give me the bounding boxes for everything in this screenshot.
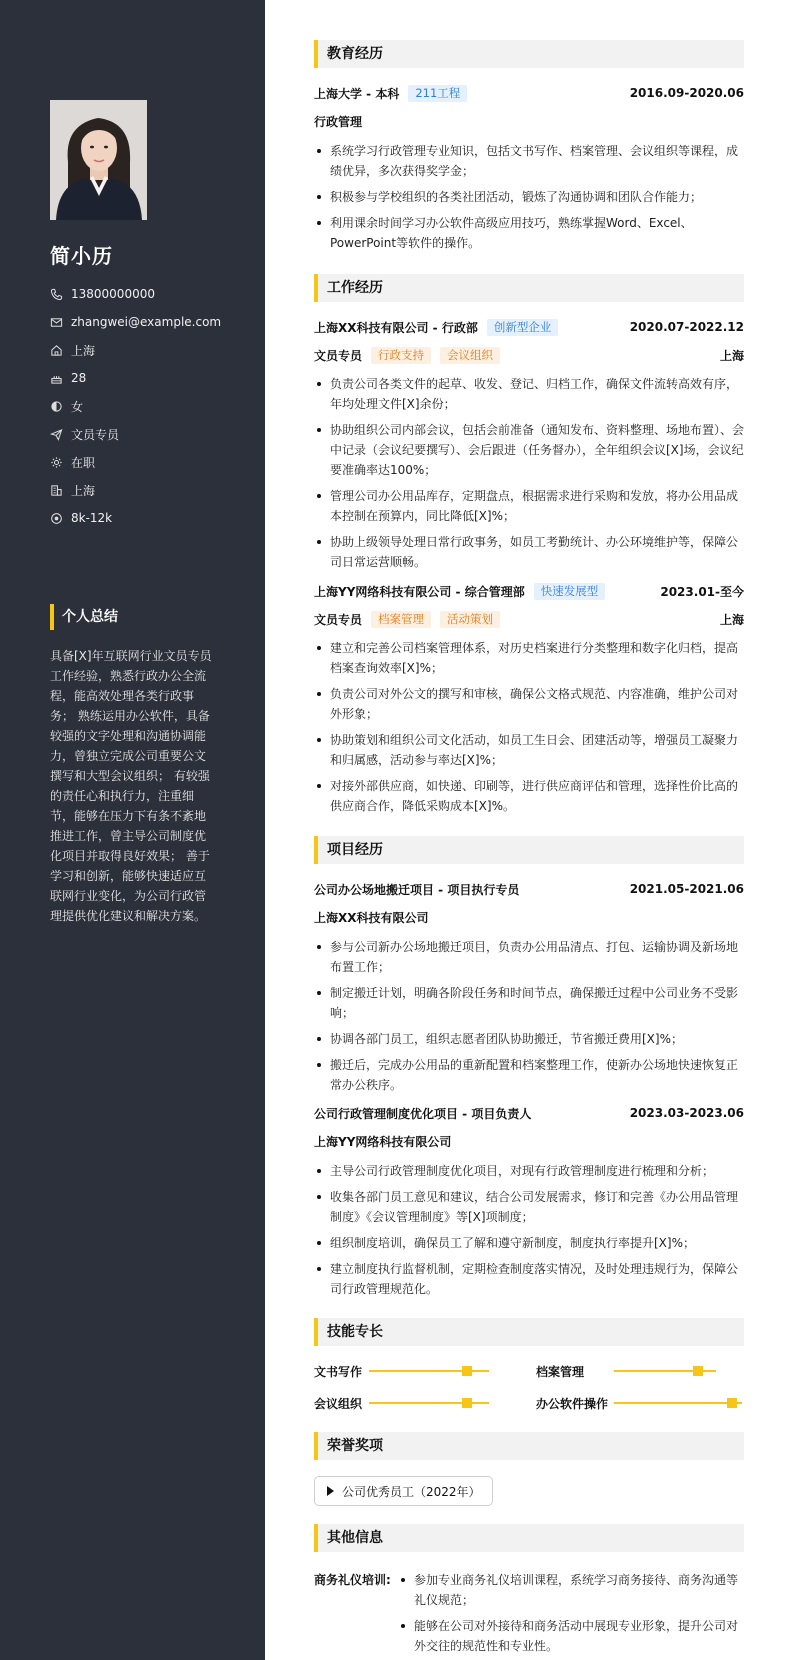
city-row xyxy=(50,336,221,364)
building-icon xyxy=(50,484,63,497)
age-icon xyxy=(50,372,63,385)
skill-level-knob xyxy=(462,1366,472,1376)
skill-level-knob xyxy=(462,1398,472,1408)
caret-right-icon xyxy=(327,1486,334,1496)
skill-name: 会议组织 xyxy=(314,1396,363,1411)
company-name: 上海XX科技有限公司 - 行政部 xyxy=(314,320,478,335)
job-text: 文员专员 xyxy=(71,427,120,442)
role-name: 文员专员 xyxy=(314,348,363,363)
project-name: 公司行政管理制度优化项目 - 项目负责人 xyxy=(314,1106,532,1121)
education-bullets xyxy=(314,141,744,253)
skill-item xyxy=(536,1362,716,1380)
skill-item xyxy=(536,1394,742,1412)
list-item: 组织制度培训，确保员工了解和遵守新制度，制度执行率提升[X]%； xyxy=(314,1233,744,1253)
mail-icon xyxy=(50,316,63,329)
education-date: 2016.09-2020.06 xyxy=(629,86,744,100)
other-heading: 其他信息 xyxy=(314,1524,744,1552)
skills-heading: 技能专长 xyxy=(314,1318,744,1346)
work-bullets xyxy=(314,638,744,816)
list-item: 负责公司各类文件的起草、收发、登记、归档工作，确保文件流转高效有序，年均处理文件[X]余份； xyxy=(314,374,744,414)
email-row xyxy=(50,308,221,336)
status-row xyxy=(50,448,221,476)
list-item: 协调各部门员工，组织志愿者团队协助搬迁，节省搬迁费用[X]%； xyxy=(314,1029,744,1049)
list-item: 建立和完善公司档案管理体系，对历史档案进行分类整理和数字化归档，提高档案查询效率[X]%； xyxy=(314,638,744,678)
list-item: 利用课余时间学习办公软件高级应用技巧，熟练掌握Word、Excel、PowerPoint等软件的操作。 xyxy=(314,213,744,253)
education-header-row xyxy=(314,84,744,102)
projects-heading: 项目经历 xyxy=(314,836,744,864)
age-text: 28 xyxy=(71,371,87,385)
skill-level-knob xyxy=(693,1366,703,1376)
work-item xyxy=(314,318,744,578)
project-header-row xyxy=(314,1104,744,1122)
skill-item xyxy=(314,1394,489,1412)
honor-text: 公司优秀员工（2022年） xyxy=(342,1484,481,1499)
work-city: 上海 xyxy=(719,348,744,363)
work-date: 2020.07-2022.12 xyxy=(629,320,744,334)
project-item xyxy=(314,1104,744,1305)
job-row xyxy=(50,420,221,448)
money-icon xyxy=(50,512,63,525)
list-item: 参加专业商务礼仪培训课程，系统学习商务接待、商务沟通等礼仪规范； xyxy=(398,1570,744,1610)
gear-icon xyxy=(50,456,63,469)
skill-level-bar xyxy=(614,1396,742,1410)
school-name: 上海大学 - 本科 xyxy=(314,86,400,101)
project-date: 2023.03-2023.06 xyxy=(629,1106,744,1120)
honor-item[interactable] xyxy=(314,1476,493,1506)
target-city-text: 上海 xyxy=(71,483,96,498)
list-item: 对接外部供应商，如快递、印刷等，进行供应商评估和管理，选择性价比高的供应商合作，降低采购成本[X]%。 xyxy=(314,776,744,816)
list-item: 建立制度执行监督机制，定期检查制度落实情况，及时处理违规行为，保障公司行政管理规范化。 xyxy=(314,1259,744,1299)
honors-heading: 荣誉奖项 xyxy=(314,1432,744,1460)
skill-tag: 活动策划 xyxy=(440,611,500,628)
send-icon xyxy=(50,428,63,441)
work-date: 2023.01-至今 xyxy=(660,584,744,599)
work-header-row xyxy=(314,582,744,600)
project-company: 上海YY网络科技有限公司 xyxy=(314,1135,452,1149)
phone-text[interactable]: 13800000000 xyxy=(71,287,155,301)
sidebar xyxy=(0,0,265,1660)
list-item: 收集各部门员工意见和建议，结合公司发展需求，修订和完善《办公用品管理制度》《会议管理制度》等[X]项制度； xyxy=(314,1187,744,1227)
education-heading: 教育经历 xyxy=(314,40,744,68)
home-icon xyxy=(50,344,63,357)
project-date: 2021.05-2021.06 xyxy=(629,882,744,896)
company-name: 上海YY网络科技有限公司 - 综合管理部 xyxy=(314,584,525,599)
list-item: 协助组织公司内部会议，包括会前准备（通知发布、资料整理、场地布置）、会中记录（会议纪要撰写）、会后跟进（任务督办），全年组织会议[X]场，会议纪要准确率达100%； xyxy=(314,420,744,480)
company-tag: 创新型企业 xyxy=(487,319,559,336)
email-text[interactable]: zhangwei@example.com xyxy=(71,315,222,329)
project-name: 公司办公场地搬迁项目 - 项目执行专员 xyxy=(314,882,520,897)
summary-heading: 个人总结 xyxy=(50,604,118,630)
skill-name: 办公软件操作 xyxy=(536,1396,609,1411)
work-heading: 工作经历 xyxy=(314,274,744,302)
other-bullets xyxy=(398,1570,744,1660)
project-bullets xyxy=(314,1161,744,1299)
other-label: 商务礼仪培训: xyxy=(314,1573,391,1587)
work-item xyxy=(314,582,744,822)
status-text: 在职 xyxy=(71,455,96,470)
candidate-name: 简小历 xyxy=(50,244,113,268)
phone-icon xyxy=(50,288,63,301)
list-item: 负责公司对外公文的撰写和审核，确保公文格式规范、内容准确，维护公司对外形象； xyxy=(314,684,744,724)
project-company: 上海XX科技有限公司 xyxy=(314,911,429,925)
skill-name: 文书写作 xyxy=(314,1364,363,1379)
phone-row xyxy=(50,280,221,308)
age-row xyxy=(50,364,221,392)
list-item: 能够在公司对外接待和商务活动中展现专业形象，提升公司对外交往的规范性和专业性。 xyxy=(398,1616,744,1656)
work-role-row xyxy=(314,610,744,628)
gender-icon xyxy=(50,400,63,413)
skill-level-bar xyxy=(614,1364,716,1378)
major-name: 行政管理 xyxy=(314,115,363,129)
education-block xyxy=(314,84,744,259)
work-city: 上海 xyxy=(719,612,744,627)
skill-item xyxy=(314,1362,489,1380)
list-item: 主导公司行政管理制度优化项目，对现有行政管理制度进行梳理和分析； xyxy=(314,1161,744,1181)
skill-level-knob xyxy=(727,1398,737,1408)
skill-tag: 档案管理 xyxy=(371,611,431,628)
skill-level-bar xyxy=(369,1396,489,1410)
list-item: 搬迁后，完成办公用品的重新配置和档案整理工作，使新办公场地快速恢复正常办公秩序。 xyxy=(314,1055,744,1095)
list-item: 参与公司新办公场地搬迁项目，负责办公用品清点、打包、运输协调及新场地布置工作； xyxy=(314,937,744,977)
salary-text: 8k-12k xyxy=(71,511,113,525)
school-tag: 211工程 xyxy=(408,85,467,102)
role-name: 文员专员 xyxy=(314,612,363,627)
list-item: 积极参与学校组织的各类社团活动，锻炼了沟通协调和团队合作能力； xyxy=(314,187,744,207)
list-item: 管理公司办公用品库存，定期盘点，根据需求进行采购和发放，将办公用品成本控制在预算内，同比降低[X]%； xyxy=(314,486,744,526)
work-role-row xyxy=(314,346,744,364)
project-header-row xyxy=(314,880,744,898)
skill-level-bar xyxy=(369,1364,489,1378)
project-item xyxy=(314,880,744,1101)
contact-info xyxy=(50,280,221,532)
profile-photo xyxy=(50,100,147,220)
project-bullets xyxy=(314,937,744,1095)
gender-text: 女 xyxy=(71,399,84,414)
city-text: 上海 xyxy=(71,343,96,358)
salary-row xyxy=(50,504,221,532)
skill-name: 档案管理 xyxy=(536,1364,585,1379)
summary-text: 具备[X]年互联网行业文员专员工作经验，熟悉行政办公全流程，能高效处理各类行政事务； 熟练运用办公软件，具备较强的文字处理和沟通协调能力，曾独立完成公司重要公文撰写和大型会议组织； 有较强的责任心和执行力，注重细节，能够在压力下有条不紊地推进工作，曾主导公司制度优化项目并取得良好效果； 善于学习和创新，能够快速适应互联网行业变化，为公司行政管理提供优化建议和解决方案。 xyxy=(50,649,212,923)
gender-row xyxy=(50,392,221,420)
list-item: 协助策划和组织公司文化活动，如员工生日会、团建活动等，增强员工凝聚力和归属感，活动参与率达[X]%； xyxy=(314,730,744,770)
company-tag: 快速发展型 xyxy=(534,583,606,600)
work-bullets xyxy=(314,374,744,572)
target-city-row xyxy=(50,476,221,504)
skill-tag: 行政支持 xyxy=(371,347,431,364)
list-item: 制定搬迁计划，明确各阶段任务和时间节点，确保搬迁过程中公司业务不受影响； xyxy=(314,983,744,1023)
skill-tag: 会议组织 xyxy=(440,347,500,364)
list-item: 系统学习行政管理专业知识，包括文书写作、档案管理、会议组织等课程，成绩优异，多次获得奖学金； xyxy=(314,141,744,181)
list-item: 协助上级领导处理日常行政事务，如员工考勤统计、办公环境维护等，保障公司日常运营顺畅。 xyxy=(314,532,744,572)
work-header-row xyxy=(314,318,744,336)
